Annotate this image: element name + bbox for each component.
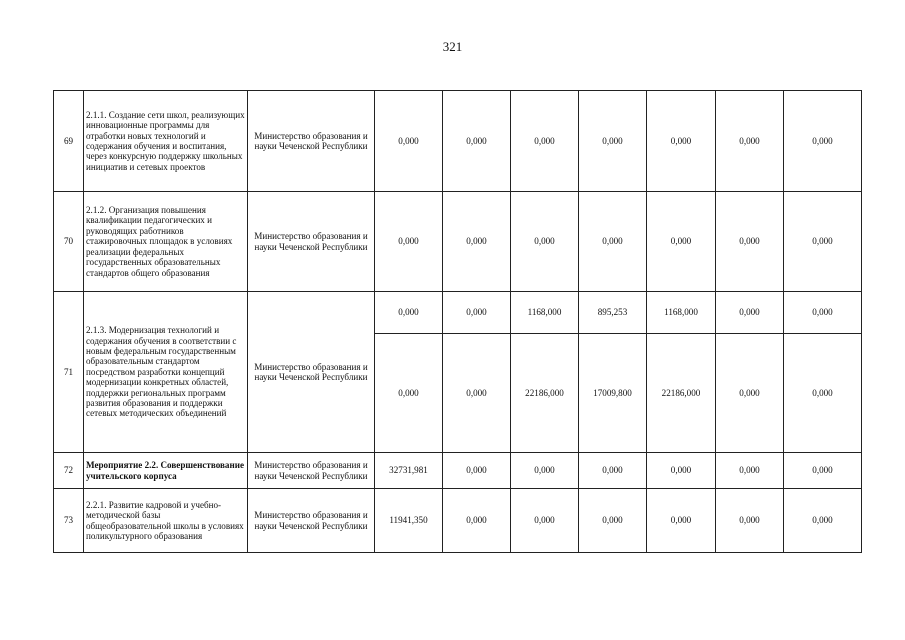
table-row: [54, 192, 862, 292]
value-cell: 0,000: [716, 453, 784, 489]
value-cell: 0,000: [443, 292, 511, 334]
value-cell: 0,000: [647, 192, 716, 292]
value-cell: 0,000: [784, 334, 862, 453]
value-cell: 0,000: [511, 192, 579, 292]
value-cell: 22186,000: [511, 334, 579, 453]
value-cell: 0,000: [443, 334, 511, 453]
page-number: 321: [442, 39, 463, 54]
value-cell: 0,000: [716, 192, 784, 292]
value-cell: 0,000: [716, 334, 784, 453]
responsible-ministry: Министерство образования и науки Чеченской Республики: [248, 453, 375, 489]
responsible-ministry: Министерство образования и науки Чеченской Республики: [248, 192, 375, 292]
value-cell: 0,000: [579, 91, 647, 192]
value-cell: 22186,000: [647, 334, 716, 453]
value-cell: 0,000: [716, 489, 784, 553]
value-cell: 0,000: [647, 91, 716, 192]
value-cell: 17009,800: [579, 334, 647, 453]
table-row: [54, 489, 862, 553]
value-cell: 0,000: [375, 292, 443, 334]
value-cell: 0,000: [511, 489, 579, 553]
value-cell: 0,000: [784, 489, 862, 553]
value-cell: 0,000: [579, 192, 647, 292]
activity-description: 2.1.3. Модернизация технологий и содержания обучения в соответствии с новым федеральным государственным образовательным стандартом посредством разработки концепций модернизации конкретных областей, поддержки региональных программ развития образования и поддержки сетевых методических объединений: [84, 292, 248, 453]
value-cell: 0,000: [511, 91, 579, 192]
table-row: [54, 292, 862, 334]
value-cell: 0,000: [579, 489, 647, 553]
table-row: [54, 91, 862, 192]
value-cell: 0,000: [784, 91, 862, 192]
value-cell: 0,000: [647, 453, 716, 489]
value-cell: 0,000: [716, 292, 784, 334]
responsible-ministry: Министерство образования и науки Чеченской Республики: [248, 91, 375, 192]
activity-description: 2.1.2. Организация повышения квалификации педагогических и руководящих работников стажировочных площадок в условиях реализации федеральных государственных образовательных стандартов общего образования: [84, 192, 248, 292]
value-cell: 0,000: [784, 192, 862, 292]
value-cell: 32731,981: [375, 453, 443, 489]
responsible-ministry: Министерство образования и науки Чеченской Республики: [248, 489, 375, 553]
row-number: 73: [54, 489, 84, 553]
value-cell: 895,253: [579, 292, 647, 334]
value-cell: 0,000: [375, 192, 443, 292]
table-row: [54, 453, 862, 489]
value-cell: 0,000: [375, 334, 443, 453]
value-cell: 0,000: [784, 292, 862, 334]
row-number: 71: [54, 292, 84, 453]
value-cell: 0,000: [784, 453, 862, 489]
activity-description: 2.1.1. Создание сети школ, реализующих инновационные программы для отработки новых технологий и содержания обучения и воспитания, через конкурсную поддержку школьных инициатив и сетевых проектов: [84, 91, 248, 192]
row-number: 70: [54, 192, 84, 292]
responsible-ministry: Министерство образования и науки Чеченской Республики: [248, 292, 375, 453]
value-cell: 0,000: [443, 453, 511, 489]
row-number: 72: [54, 453, 84, 489]
value-cell: 1168,000: [511, 292, 579, 334]
value-cell: 1168,000: [647, 292, 716, 334]
value-cell: 0,000: [579, 453, 647, 489]
value-cell: 0,000: [443, 489, 511, 553]
value-cell: 0,000: [375, 91, 443, 192]
value-cell: 0,000: [511, 453, 579, 489]
row-number: 69: [54, 91, 84, 192]
activity-description: 2.2.1. Развитие кадровой и учебно-методической базы общеобразовательной школы в условиях поликультурного образования: [84, 489, 248, 553]
activity-description: Мероприятие 2.2. Совершенствование учительского корпуса: [84, 453, 248, 489]
value-cell: 0,000: [716, 91, 784, 192]
value-cell: 0,000: [443, 91, 511, 192]
value-cell: 11941,350: [375, 489, 443, 553]
value-cell: 0,000: [443, 192, 511, 292]
budget-table: [53, 90, 862, 553]
value-cell: 0,000: [647, 489, 716, 553]
